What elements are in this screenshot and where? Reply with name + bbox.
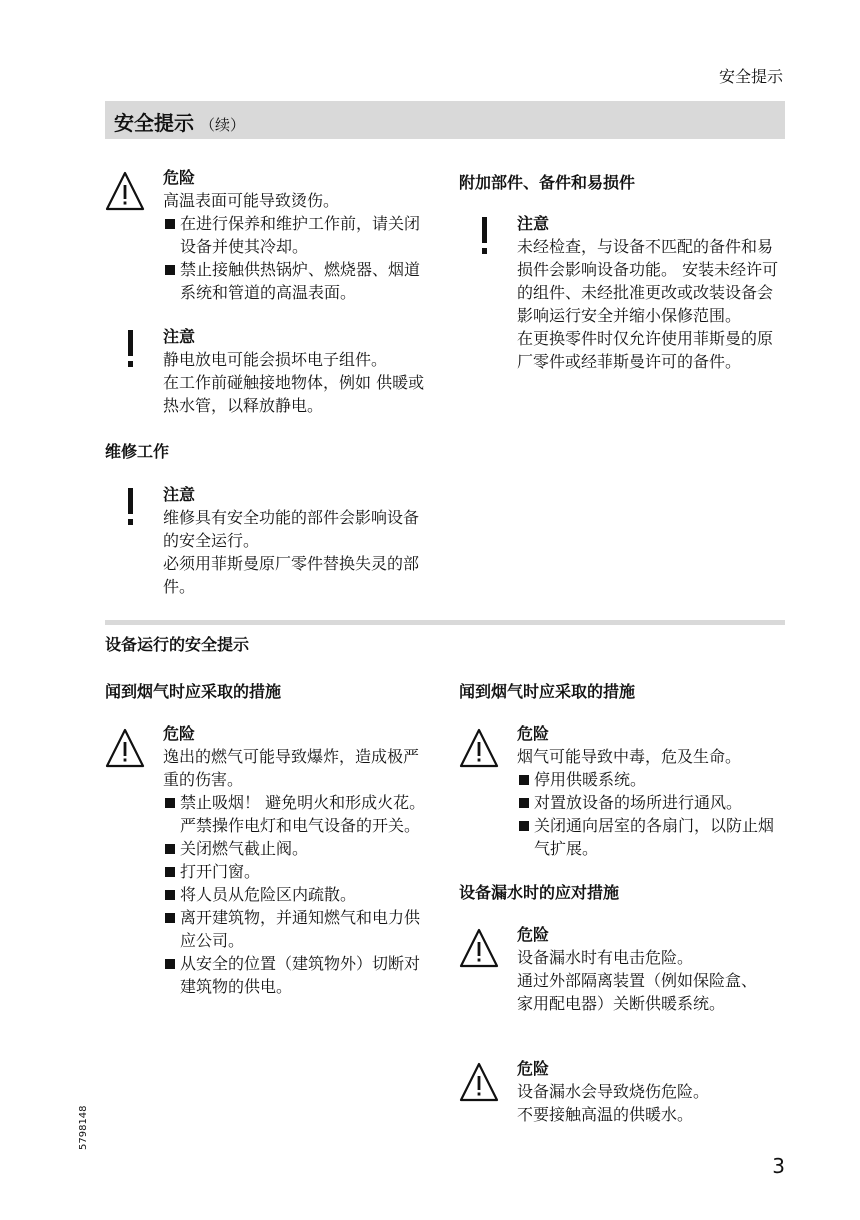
danger-line: 不要接触高温的供暖水。 bbox=[517, 1105, 694, 1124]
exclamation-icon bbox=[124, 486, 138, 528]
note-block-parts bbox=[517, 212, 782, 373]
warning-triangle-icon bbox=[105, 170, 145, 212]
danger-label: 危险 bbox=[517, 724, 550, 743]
danger-text: 逸出的燃气可能导致爆炸，造成极严重的伤害。 bbox=[163, 747, 420, 789]
danger-block-hot-surface bbox=[163, 166, 433, 304]
danger-line: 通过外部隔离装置（例如保险盒、家用配电器）关断供暖系统。 bbox=[517, 971, 758, 1013]
bullet-item: 停用供暖系统。 bbox=[517, 768, 785, 791]
page-title bbox=[114, 107, 245, 136]
note-line: 在更换零件时仅允许使用菲斯曼的原厂零件或经菲斯曼许可的备件。 bbox=[517, 329, 774, 371]
danger-label: 危险 bbox=[517, 925, 550, 944]
running-header: 安全提示 bbox=[718, 67, 783, 86]
warning-triangle-icon bbox=[105, 727, 145, 769]
smell-heading-right: 闻到烟气时应采取的措施 bbox=[459, 682, 636, 701]
bullet-item: 关闭通向居室的各扇门，以防止烟气扩展。 bbox=[517, 814, 785, 860]
warning-triangle-icon bbox=[459, 1061, 499, 1103]
note-line: 必须用菲斯曼原厂零件替换失灵的部件。 bbox=[163, 554, 420, 596]
bullet-item: 禁止吸烟！ 避免明火和形成火花。 严禁操作电灯和电气设备的开关。 bbox=[163, 791, 433, 837]
danger-line: 设备漏水会导致烧伤危险。 bbox=[517, 1082, 710, 1101]
warning-triangle-icon bbox=[459, 927, 499, 969]
bullet-item: 在进行保养和维护工作前，请关闭设备并使其冷却。 bbox=[163, 212, 433, 258]
danger-label: 危险 bbox=[163, 724, 196, 743]
smell-heading-left: 闻到烟气时应采取的措施 bbox=[105, 682, 282, 701]
bullet-item: 禁止接触供热锅炉、燃烧器、烟道系统和管道的高温表面。 bbox=[163, 258, 433, 304]
note-line: 未经检查，与设备不匹配的备件和易损件会影响设备功能。 安装未经许可的组件、未经批准更改或改装设备会影响运行安全并缩小保修范围。 bbox=[517, 237, 779, 325]
exclamation-icon bbox=[478, 215, 492, 257]
exclamation-icon bbox=[124, 328, 138, 370]
operation-heading: 设备运行的安全提示 bbox=[105, 635, 250, 654]
note-line: 静电放电可能会损坏电子组件。 bbox=[163, 350, 388, 369]
note-label: 注意 bbox=[517, 214, 550, 233]
parts-heading: 附加部件、备件和易损件 bbox=[459, 173, 636, 192]
title-suffix: （续） bbox=[200, 116, 246, 134]
danger-text: 烟气可能导致中毒，危及生命。 bbox=[517, 747, 742, 766]
note-label: 注意 bbox=[163, 327, 196, 346]
warning-triangle-icon bbox=[459, 727, 499, 769]
repair-heading: 维修工作 bbox=[105, 442, 170, 461]
bullet-item: 关闭燃气截止阀。 bbox=[163, 837, 433, 860]
danger-block-gas bbox=[163, 722, 433, 998]
danger-text: 高温表面可能导致烫伤。 bbox=[163, 191, 340, 210]
bullet-item: 从安全的位置（建筑物外）切断对建筑物的供电。 bbox=[163, 952, 433, 998]
danger-block-flue bbox=[517, 722, 785, 860]
bullet-item: 离开建筑物，并通知燃气和电力供应公司。 bbox=[163, 906, 433, 952]
danger-block-leak-burn bbox=[517, 1057, 777, 1126]
note-block-static bbox=[163, 325, 433, 417]
leak-heading: 设备漏水时的应对措施 bbox=[459, 883, 620, 902]
danger-block-leak-shock bbox=[517, 923, 772, 1015]
note-label: 注意 bbox=[163, 485, 196, 504]
bullet-item: 将人员从危险区内疏散。 bbox=[163, 883, 433, 906]
title-main: 安全提示 bbox=[114, 111, 194, 135]
note-line: 维修具有安全功能的部件会影响设备的安全运行。 bbox=[163, 508, 420, 550]
bullet-item: 对置放设备的场所进行通风。 bbox=[517, 791, 785, 814]
bullet-item: 打开门窗。 bbox=[163, 860, 433, 883]
document-code: 5798148 bbox=[78, 1105, 89, 1150]
danger-label: 危险 bbox=[163, 168, 196, 187]
section-title-bar bbox=[105, 101, 785, 139]
note-line: 在工作前碰触接地物体，例如 供暖或热水管，以释放静电。 bbox=[163, 373, 425, 415]
danger-label: 危险 bbox=[517, 1059, 550, 1078]
page-number: 3 bbox=[772, 1154, 785, 1178]
note-block-repair bbox=[163, 483, 428, 598]
section-divider bbox=[105, 620, 785, 625]
danger-line: 设备漏水时有电击危险。 bbox=[517, 948, 694, 967]
